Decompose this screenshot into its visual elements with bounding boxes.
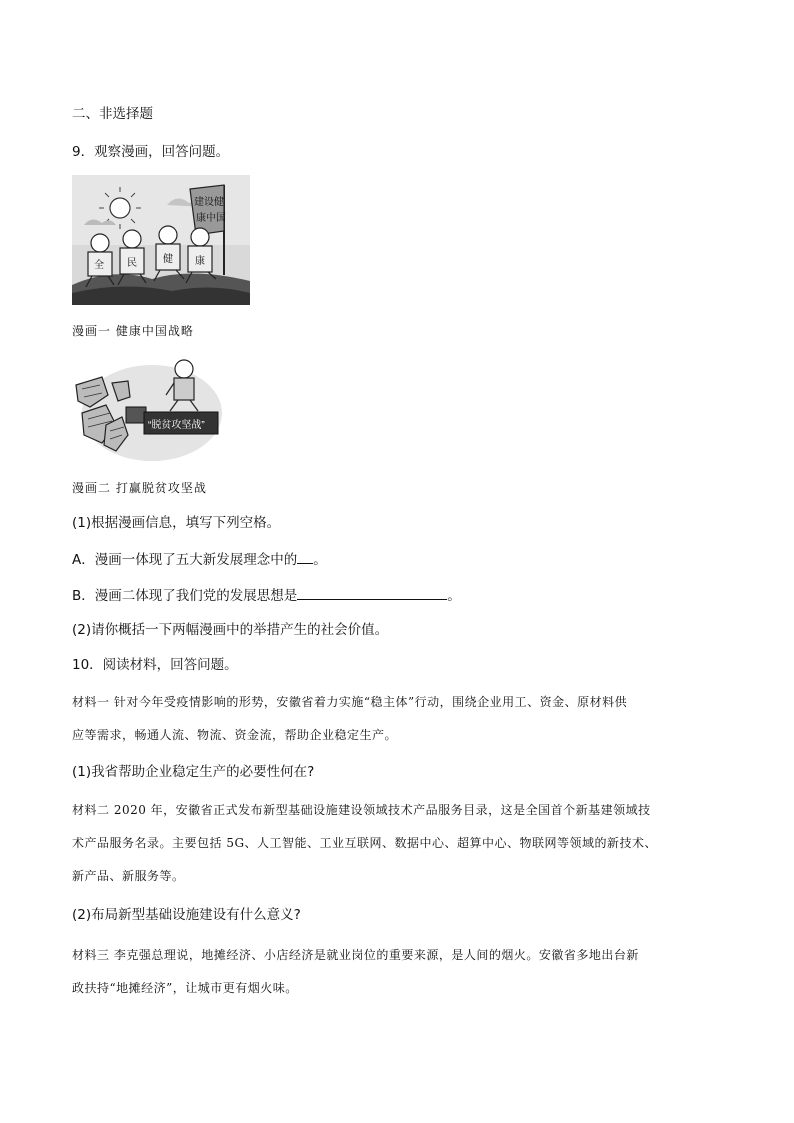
- material-2-line-1: 材料二 2020 年，安徽省正式发布新型基础设施建设领域技术产品服务目录，这是全国首个新基建领域技: [72, 803, 651, 817]
- cartoon-poverty-alleviation: [72, 355, 224, 465]
- shirt-char-4: 康: [195, 256, 205, 267]
- banner-text-2: 康中国: [196, 213, 226, 224]
- q9-option-b-text: B．漫画二体现了我们党的发展思想是: [72, 588, 298, 604]
- sign-text: “脱贫攻坚战”: [148, 420, 205, 431]
- section-title: 二、非选择题: [72, 106, 153, 122]
- material-3-line-1: 材料三 李克强总理说，地摊经济、小店经济是就业岗位的重要来源，是人间的烟火。安徽省多地出台新: [72, 948, 639, 962]
- q10-sub1: (1)我省帮助企业稳定生产的必要性何在?: [72, 764, 315, 780]
- material-3-line-2: 政扶持“地摊经济”，让城市更有烟火味。: [72, 981, 298, 995]
- q9-option-a-end: 。: [313, 552, 327, 568]
- shirt-char-3: 健: [163, 254, 173, 265]
- cartoon-2-caption: 漫画二 打赢脱贫攻坚战: [72, 481, 207, 495]
- question-10-stem: 10．阅读材料，回答问题。: [72, 657, 238, 673]
- shirt-char-1: 全: [94, 260, 104, 271]
- answer-blank-a[interactable]: [297, 550, 313, 564]
- q9-sub2: (2)请你概括一下两幅漫画中的举措产生的社会价值。: [72, 622, 389, 638]
- material-2-line-3: 新产品、新服务等。: [72, 869, 185, 883]
- q9-option-b-end: 。: [447, 588, 461, 604]
- banner-text-1: 建设健: [194, 197, 224, 208]
- material-1: [72, 694, 722, 743]
- material-2: [72, 802, 722, 884]
- q9-option-a: [72, 550, 327, 569]
- question-9-stem: 9．观察漫画，回答问题。: [72, 144, 230, 160]
- material-1-line-1: 材料一 针对今年受疫情影响的形势，安徽省着力实施“稳主体”行动，围绕企业用工、资金、原材料供: [72, 695, 628, 709]
- answer-blank-b[interactable]: [297, 586, 447, 600]
- material-1-line-2: 应等需求，畅通人流、物流、资金流，帮助企业稳定生产。: [72, 728, 398, 742]
- material-3: [72, 947, 722, 996]
- q9-sub1: (1)根据漫画信息，填写下列空格。: [72, 515, 281, 531]
- cartoon-healthy-china: [72, 175, 250, 305]
- q10-sub2: (2)布局新型基础设施建设有什么意义?: [72, 907, 301, 923]
- q9-option-b: [72, 586, 461, 605]
- shirt-char-2: 民: [127, 258, 137, 269]
- cartoon-1-caption: 漫画一 健康中国战略: [72, 324, 194, 338]
- material-2-line-2: 术产品服务名录。主要包括 5G、人工智能、工业互联网、数据中心、超算中心、物联网等领域的新技术、: [72, 836, 658, 850]
- q9-option-a-text: A．漫画一体现了五大新发展理念中的: [72, 552, 298, 568]
